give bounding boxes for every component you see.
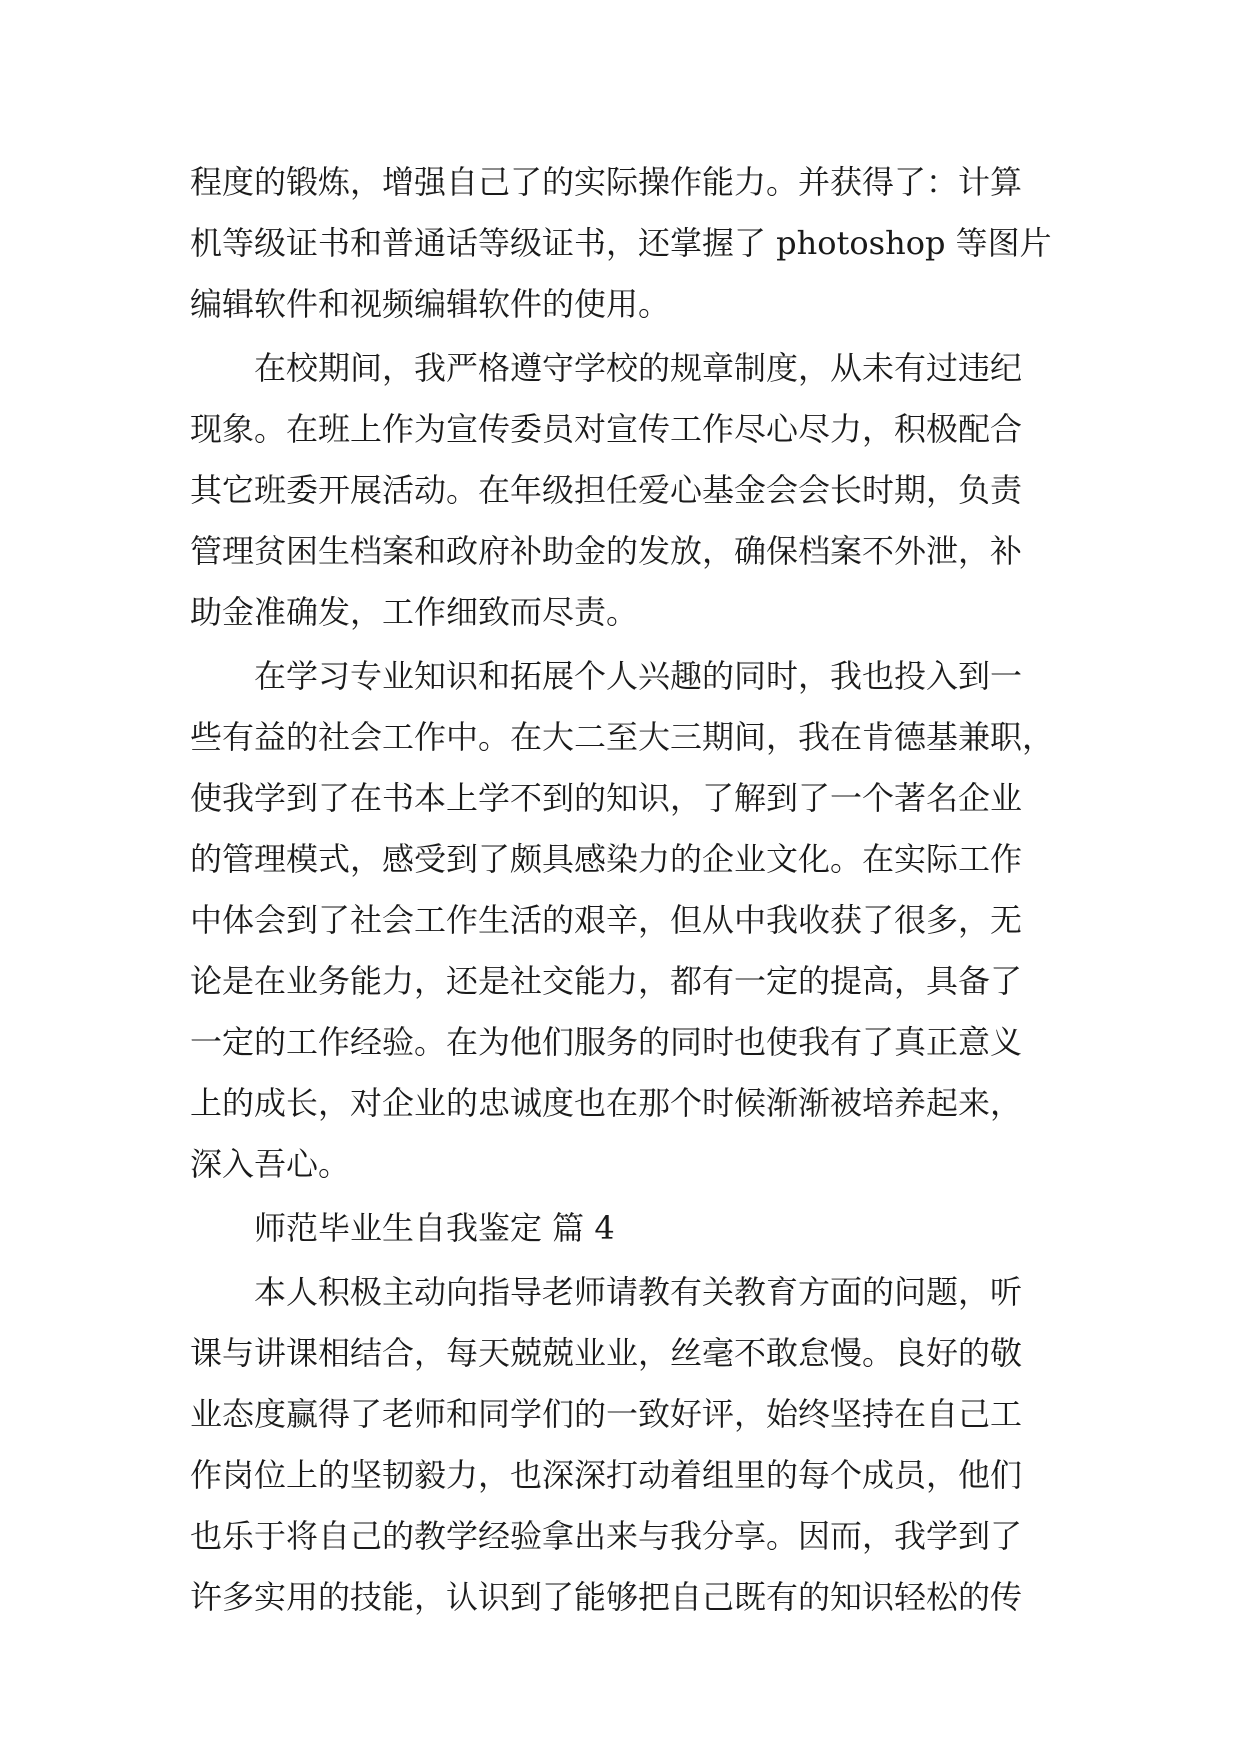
text-line: 论是在业务能力，还是社交能力，都有一定的提高，具备了 <box>190 962 1023 1000</box>
text-line: 使我学到了在书本上学不到的知识，了解到了一个著名企业 <box>190 779 1023 817</box>
text-line: 程度的锻炼，增强自己了的实际操作能力。并获得了：计算 <box>190 163 1023 201</box>
section-heading <box>190 1198 1050 1259</box>
text-line: 中体会到了社会工作生活的艰辛，但从中我收获了很多，无 <box>190 901 1023 939</box>
text-line: 些有益的社会工作中。在大二至大三期间，我在肯德基兼职， <box>190 718 1055 756</box>
paragraph <box>190 1262 1050 1628</box>
text-line: 管理贫困生档案和政府补助金的发放，确保档案不外泄，补 <box>190 532 1023 570</box>
paragraph <box>190 646 1055 1195</box>
text-line: 助金准确发，工作细致而尽责。 <box>190 593 639 631</box>
text-line: 的管理模式，感受到了颇具感染力的企业文化。在实际工作 <box>190 840 1023 878</box>
text-line: 在学习专业知识和拓展个人兴趣的同时，我也投入到一 <box>254 657 1023 695</box>
document-body <box>190 152 1055 1628</box>
heading-line: 师范毕业生自我鉴定 篇 4 <box>254 1209 615 1247</box>
text-line: 本人积极主动向指导老师请教有关教育方面的问题，听 <box>254 1273 1023 1311</box>
text-line: 也乐于将自己的教学经验拿出来与我分享。因而，我学到了 <box>190 1517 1023 1555</box>
text-line: 深入吾心。 <box>190 1145 351 1183</box>
text-line: 作岗位上的坚韧毅力，也深深打动着组里的每个成员，他们 <box>190 1456 1023 1494</box>
text-line: 编辑软件和视频编辑软件的使用。 <box>190 285 671 323</box>
text-line: 课与讲课相结合，每天兢兢业业，丝毫不敢怠慢。良好的敬 <box>190 1334 1023 1372</box>
text-line: 上的成长，对企业的忠诚度也在那个时候渐渐被培养起来， <box>190 1084 1023 1122</box>
text-line: 业态度赢得了老师和同学们的一致好评，始终坚持在自己工 <box>190 1395 1023 1433</box>
paragraph <box>190 338 1050 643</box>
text-line: 许多实用的技能，认识到了能够把自己既有的知识轻松的传 <box>190 1578 1023 1616</box>
text-line: 机等级证书和普通话等级证书，还掌握了 photoshop 等图片 <box>190 224 1052 262</box>
text-line: 一定的工作经验。在为他们服务的同时也使我有了真正意义 <box>190 1023 1023 1061</box>
text-line: 现象。在班上作为宣传委员对宣传工作尽心尽力，积极配合 <box>190 410 1023 448</box>
text-line: 在校期间，我严格遵守学校的规章制度，从未有过违纪 <box>254 349 1023 387</box>
paragraph <box>190 152 1050 335</box>
text-line: 其它班委开展活动。在年级担任爱心基金会会长时期，负责 <box>190 471 1023 509</box>
